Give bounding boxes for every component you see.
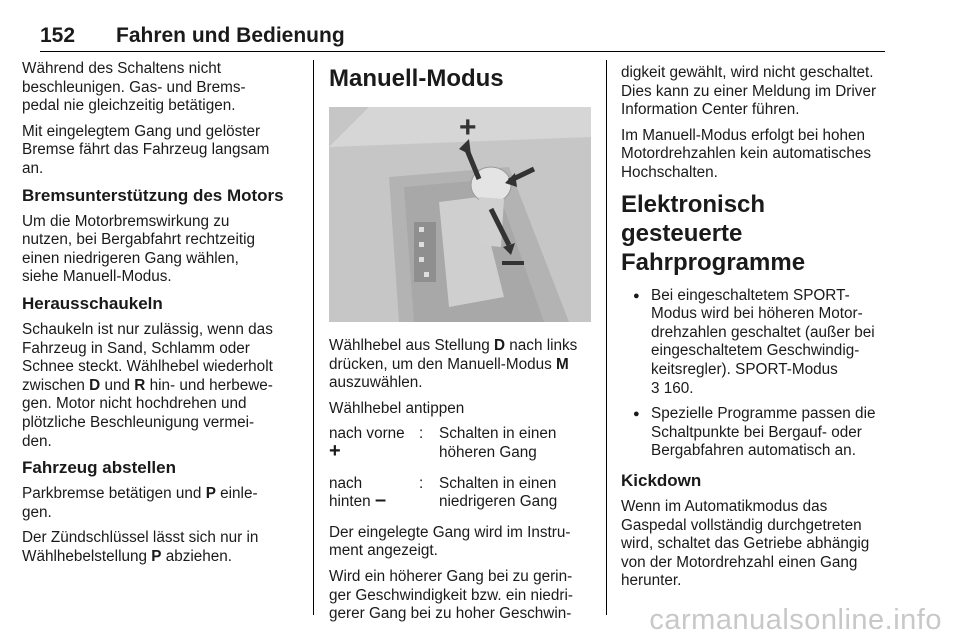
watermark: carmanualsonline.info — [649, 604, 942, 636]
page-number: 152 — [40, 24, 76, 47]
section-title: Manuell-Modus — [329, 65, 504, 92]
gear-lever-image — [329, 107, 591, 322]
bullet-list — [621, 287, 891, 461]
row-label: nach vorne — [329, 425, 405, 443]
column-divider — [606, 60, 607, 615]
column-divider — [313, 60, 314, 615]
column-right — [621, 64, 891, 598]
section-title: Elektronisch gesteuerte Fahrprogramme — [621, 190, 806, 276]
shift-row-down — [329, 475, 591, 512]
section-heading: Fahrzeug abstellen — [22, 458, 176, 478]
paragraph: Wählhebel antippen — [329, 399, 465, 417]
column-left — [22, 60, 304, 573]
shift-row-up — [329, 425, 591, 462]
column-middle — [329, 64, 591, 631]
paragraph: Wählhebel aus Stellung D nach links drücken, um den Manuell-Modus M auszuwählen. — [329, 337, 578, 392]
section-heading: Kickdown — [621, 470, 702, 490]
row-colon: : — [419, 425, 424, 443]
paragraph: Um die Motorbremswirkung zu nutzen, bei Bergabfahrt rechtzeitig einen niedrigeren Gang wählen, siehe Manuell-Modus. — [22, 212, 255, 286]
section-heading: Herausschaukeln — [22, 293, 163, 313]
paragraph: Parkbremse betätigen und P einle- gen. — [22, 485, 258, 521]
row-colon: : — [419, 474, 424, 492]
paragraph: Der Zündschlüssel lässt sich nur in Wählhebelstellung P abziehen. — [22, 529, 259, 565]
paragraph: Mit eingelegtem Gang und gelöster Bremse fährt das Fahrzeug langsam an. — [22, 122, 270, 177]
chapter-title: Fahren und Bedienung — [116, 24, 345, 47]
paragraph: Schaukeln ist nur zulässig, wenn das Fahrzeug in Sand, Schlamm oder Schnee steckt. Wählhebel wiederholt zwischen D und R hin- und herbewe- gen. Motor nicht hochdrehen und plötzliche Beschleunigung vermei- den. — [22, 320, 273, 450]
paragraph: Während des Schaltens nicht beschleunigen. Gas- und Brems- pedal nie gleichzeitig betätigen. — [22, 60, 246, 115]
paragraph: Wenn im Automatikmodus das Gaspedal vollständig durchgetreten wird, schaltet das Getriebe abhängig von der Motordrehzahl einen Gang herunter. — [621, 497, 870, 590]
paragraph: Wird ein höherer Gang bei zu gerin- ger Geschwindigkeit bzw. ein niedri- gerer Gang bei zu hoher Geschwin- — [329, 567, 574, 623]
list-item: ● Spezielle Programme passen die Schaltpunkte bei Bergauf- oder Bergabfahren automatisch an. — [621, 405, 891, 461]
section-heading: Bremsunterstützung des Motors — [22, 185, 284, 205]
list-item: ● Bei eingeschaltetem SPORT- Modus wird bei höheren Motor- drehzahlen geschaltet (außer bei eingeschaltetem Geschwindig- keitsregler). SPORT-Modus 3 160. — [621, 287, 891, 399]
paragraph: digkeit gewählt, wird nicht geschaltet. Dies kann zu einer Meldung im Driver Information Center führen. — [621, 64, 877, 119]
paragraph: Im Manuell-Modus erfolgt bei hohen Motordrehzahlen kein automatisches Hochschalten. — [621, 126, 871, 181]
paragraph: Der eingelegte Gang wird im Instru- ment angezeigt. — [329, 523, 571, 560]
row-value: Schalten in einen niedrigeren Gang — [439, 474, 558, 511]
page-header — [40, 24, 885, 50]
svg-text:+: + — [459, 111, 477, 144]
gear-selector-illustration — [329, 107, 591, 322]
header-rule — [40, 51, 885, 52]
row-value: Schalten in einen höheren Gang — [439, 425, 557, 461]
minus-icon: – — [374, 489, 387, 512]
plus-icon: + — [329, 439, 341, 462]
row-label: nach hinten — [329, 474, 371, 511]
